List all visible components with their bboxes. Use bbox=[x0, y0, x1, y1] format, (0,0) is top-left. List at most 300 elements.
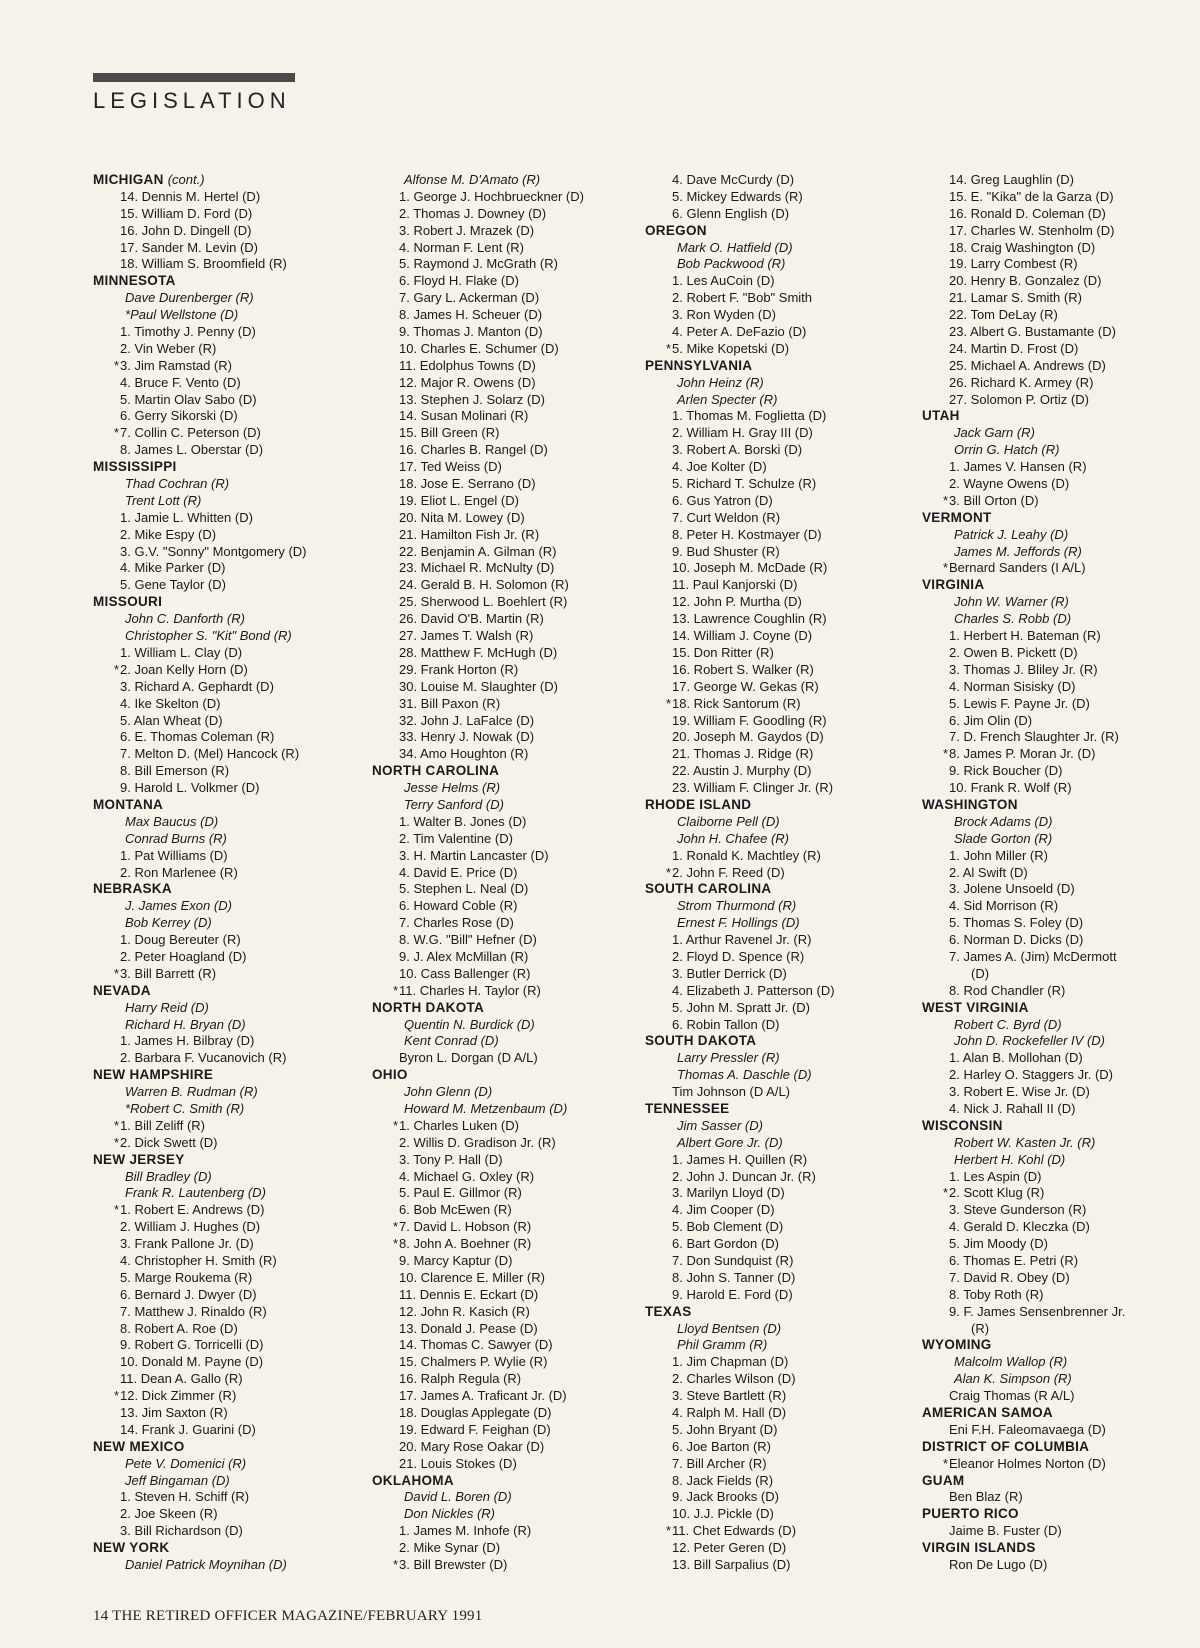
representative-entry bbox=[645, 1473, 925, 1490]
state-heading bbox=[93, 594, 373, 611]
state-name: VIRGIN ISLANDS bbox=[922, 1540, 1036, 1556]
state-name: TENNESSEE bbox=[645, 1100, 730, 1116]
representative-entry bbox=[922, 1422, 1200, 1439]
roster-column-1 bbox=[93, 172, 373, 1574]
representative-entry bbox=[93, 932, 373, 949]
representative-entry bbox=[93, 1253, 373, 1270]
member-name: 5. Bob Clement (D) bbox=[672, 1219, 784, 1235]
senator-entry bbox=[645, 392, 925, 409]
representative-entry bbox=[93, 1405, 373, 1422]
representative-entry bbox=[372, 611, 652, 628]
representative-entry bbox=[645, 848, 925, 865]
member-name: 3. H. Martin Lancaster (D) bbox=[399, 847, 549, 863]
member-name: 2. Wayne Owens (D) bbox=[949, 476, 1070, 492]
member-name: J. James Exon (D) bbox=[125, 898, 232, 914]
representative-entry bbox=[93, 1388, 373, 1405]
member-name: Lloyd Bentsen (D) bbox=[677, 1320, 782, 1336]
senator-entry bbox=[922, 611, 1200, 628]
member-name: 17. Sander M. Levin (D) bbox=[120, 239, 259, 255]
member-name: 6. E. Thomas Coleman (R) bbox=[120, 729, 275, 745]
member-name: 1. Walter B. Jones (D) bbox=[399, 813, 527, 829]
senator-entry bbox=[93, 1000, 373, 1017]
member-name: 14. Dennis M. Hertel (D) bbox=[120, 188, 261, 204]
new-member-mark: * bbox=[114, 965, 120, 981]
member-name: 10. Clarence E. Miller (R) bbox=[399, 1269, 545, 1285]
member-name: 2. William J. Hughes (D) bbox=[120, 1219, 261, 1235]
representative-entry bbox=[922, 1185, 1200, 1202]
member-name: Paul Wellstone (D) bbox=[130, 307, 239, 323]
representative-entry bbox=[372, 1118, 652, 1135]
representative-entry bbox=[645, 1185, 925, 1202]
member-name: 25. Sherwood L. Boehlert (R) bbox=[399, 594, 568, 610]
senator-entry bbox=[372, 1506, 652, 1523]
representative-entry bbox=[645, 1017, 925, 1034]
member-name: 11. Edolphus Towns (D) bbox=[399, 357, 536, 373]
representative-entry bbox=[93, 763, 373, 780]
representative-entry bbox=[645, 1422, 925, 1439]
member-name: Daniel Patrick Moynihan (D) bbox=[125, 1557, 287, 1573]
representative-entry bbox=[93, 1202, 373, 1219]
member-name: Albert Gore Jr. (D) bbox=[677, 1134, 783, 1150]
senator-entry bbox=[372, 1489, 652, 1506]
representative-entry bbox=[922, 966, 1200, 983]
member-name: 8. Jack Fields (R) bbox=[672, 1472, 774, 1488]
member-name: 7. Matthew J. Rinaldo (R) bbox=[120, 1303, 267, 1319]
representative-entry bbox=[645, 713, 925, 730]
roster-column-3 bbox=[645, 172, 925, 1574]
representative-entry bbox=[645, 527, 925, 544]
member-name: 15. Bill Green (R) bbox=[399, 425, 500, 441]
member-name: Herbert H. Kohl (D) bbox=[954, 1151, 1066, 1167]
representative-entry bbox=[372, 831, 652, 848]
representative-entry bbox=[372, 1202, 652, 1219]
member-name: 24. Martin D. Frost (D) bbox=[949, 340, 1079, 356]
representative-entry bbox=[372, 1405, 652, 1422]
state-name: WASHINGTON bbox=[922, 796, 1018, 812]
member-name: 3. Jolene Unsoeld (D) bbox=[949, 881, 1075, 897]
representative-entry bbox=[645, 1287, 925, 1304]
representative-entry bbox=[93, 949, 373, 966]
representative-entry bbox=[372, 189, 652, 206]
state-name: SOUTH DAKOTA bbox=[645, 1033, 757, 1049]
representative-entry bbox=[922, 358, 1200, 375]
member-name: 16. Ronald D. Coleman (D) bbox=[949, 205, 1106, 221]
member-name: 1. Steven H. Schiff (R) bbox=[120, 1489, 250, 1505]
member-name: Jack Garn (R) bbox=[954, 425, 1035, 441]
representative-entry bbox=[645, 560, 925, 577]
member-name: 7. Collin C. Peterson (D) bbox=[120, 425, 261, 441]
member-name: 4. Ike Skelton (D) bbox=[120, 695, 221, 711]
member-name: Howard M. Metzenbaum (D) bbox=[404, 1100, 568, 1116]
state-heading bbox=[93, 1439, 373, 1456]
representative-entry bbox=[372, 594, 652, 611]
representative-entry bbox=[93, 223, 373, 240]
member-name: 14. Greg Laughlin (D) bbox=[949, 172, 1075, 187]
member-name: 3. Tony P. Hall (D) bbox=[399, 1151, 503, 1167]
representative-entry bbox=[372, 1456, 652, 1473]
member-name: 14. Frank J. Guarini (D) bbox=[120, 1421, 256, 1437]
state-name: SOUTH CAROLINA bbox=[645, 881, 772, 897]
member-name: 32. John J. LaFalce (D) bbox=[399, 712, 535, 728]
representative-entry bbox=[372, 983, 652, 1000]
senator-entry bbox=[93, 1169, 373, 1186]
representative-entry bbox=[372, 510, 652, 527]
representative-entry bbox=[645, 1000, 925, 1017]
new-member-mark: * bbox=[943, 1455, 949, 1471]
member-name: Warren B. Rudman (R) bbox=[125, 1084, 258, 1100]
page-footer: 14 THE RETIRED OFFICER MAGAZINE/FEBRUARY 1991 bbox=[93, 1608, 483, 1624]
member-name: Orrin G. Hatch (R) bbox=[954, 442, 1060, 458]
representative-entry bbox=[372, 628, 652, 645]
member-name: Trent Lott (R) bbox=[125, 492, 202, 508]
member-name: 5. Mickey Edwards (R) bbox=[672, 188, 803, 204]
representative-entry bbox=[93, 1523, 373, 1540]
member-name: 1. Pat Williams (D) bbox=[120, 847, 228, 863]
state-name: RHODE ISLAND bbox=[645, 796, 752, 812]
representative-entry bbox=[372, 1050, 652, 1067]
representative-entry bbox=[645, 1456, 925, 1473]
state-heading bbox=[645, 358, 925, 375]
state-heading bbox=[372, 763, 652, 780]
member-name: 17. Ted Weiss (D) bbox=[399, 459, 502, 475]
member-name: 6. Bart Gordon (D) bbox=[672, 1236, 779, 1252]
state-heading bbox=[93, 273, 373, 290]
state-name: MISSISSIPPI bbox=[93, 459, 177, 475]
representative-entry bbox=[645, 273, 925, 290]
member-name: James M. Jeffords (R) bbox=[954, 543, 1082, 559]
member-name: 1. Jim Chapman (D) bbox=[672, 1354, 789, 1370]
representative-entry bbox=[372, 1304, 652, 1321]
member-name: 23. Michael R. McNulty (D) bbox=[399, 560, 555, 576]
representative-entry bbox=[645, 206, 925, 223]
senator-entry bbox=[93, 476, 373, 493]
senator-entry bbox=[93, 493, 373, 510]
representative-entry bbox=[922, 392, 1200, 409]
member-name: 2. Owen B. Pickett (D) bbox=[949, 644, 1078, 660]
roster-column-4 bbox=[922, 172, 1200, 1574]
member-name: 5. Jim Moody (D) bbox=[949, 1236, 1048, 1252]
member-name: (D) bbox=[971, 965, 990, 981]
representative-entry bbox=[922, 307, 1200, 324]
new-member-mark: * bbox=[943, 746, 949, 762]
member-name: Thad Cochran (R) bbox=[125, 476, 230, 492]
member-name: Patrick J. Leahy (D) bbox=[954, 526, 1069, 542]
representative-entry bbox=[645, 1523, 925, 1540]
member-name: Ernest F. Hollings (D) bbox=[677, 915, 800, 931]
member-name: 2. Harley O. Staggers Jr. (D) bbox=[949, 1067, 1113, 1083]
representative-entry bbox=[372, 932, 652, 949]
representative-entry bbox=[922, 290, 1200, 307]
new-member-mark: * bbox=[666, 864, 672, 880]
member-name: 14. Susan Molinari (R) bbox=[399, 408, 529, 424]
member-name: 2. John F. Reed (D) bbox=[672, 864, 785, 880]
member-name: Brock Adams (D) bbox=[954, 813, 1053, 829]
representative-entry bbox=[372, 1321, 652, 1338]
member-name: 15. Don Ritter (R) bbox=[672, 644, 774, 660]
representative-entry bbox=[922, 881, 1200, 898]
representative-entry bbox=[645, 611, 925, 628]
representative-entry bbox=[645, 1506, 925, 1523]
representative-entry bbox=[922, 1287, 1200, 1304]
state-heading bbox=[922, 510, 1200, 527]
state-name: PUERTO RICO bbox=[922, 1506, 1019, 1522]
senator-entry bbox=[93, 814, 373, 831]
state-heading bbox=[645, 881, 925, 898]
member-name: 1. James V. Hansen (R) bbox=[949, 459, 1087, 475]
representative-entry bbox=[372, 223, 652, 240]
representative-entry bbox=[645, 932, 925, 949]
member-name: 6. Gus Yatron (D) bbox=[672, 492, 773, 508]
representative-entry bbox=[645, 493, 925, 510]
state-heading bbox=[922, 1473, 1200, 1490]
member-name: 18. Jose E. Serrano (D) bbox=[399, 476, 536, 492]
representative-entry bbox=[93, 1337, 373, 1354]
member-name: 6. Gerry Sikorski (D) bbox=[120, 408, 238, 424]
member-name: 10. Joseph M. McDade (R) bbox=[672, 560, 828, 576]
member-name: 4. Mike Parker (D) bbox=[120, 560, 226, 576]
state-name: NEW JERSEY bbox=[93, 1151, 185, 1167]
member-name: 15. Chalmers P. Wylie (R) bbox=[399, 1354, 548, 1370]
member-name: 10. J.J. Pickle (D) bbox=[672, 1506, 774, 1522]
representative-entry bbox=[645, 662, 925, 679]
member-name: 11. Charles H. Taylor (R) bbox=[399, 982, 541, 998]
senator-entry bbox=[645, 1321, 925, 1338]
senator-entry bbox=[922, 831, 1200, 848]
member-name: Max Baucus (D) bbox=[125, 813, 219, 829]
representative-entry bbox=[645, 1354, 925, 1371]
member-name: 9. Harold L. Volkmer (D) bbox=[120, 780, 260, 796]
member-name: 3. Bill Barrett (R) bbox=[120, 965, 217, 981]
representative-entry bbox=[93, 1506, 373, 1523]
senator-entry bbox=[372, 172, 652, 189]
representative-entry bbox=[922, 729, 1200, 746]
member-name: Robert W. Kasten Jr. (R) bbox=[954, 1134, 1096, 1150]
member-name: 3. Butler Derrick (D) bbox=[672, 965, 787, 981]
senator-entry bbox=[93, 307, 373, 324]
member-name: 10. Charles E. Schumer (D) bbox=[399, 340, 559, 356]
state-name: WYOMING bbox=[922, 1337, 992, 1353]
member-name: 5. John Bryant (D) bbox=[672, 1421, 778, 1437]
representative-entry bbox=[922, 865, 1200, 882]
member-name: 8. James L. Oberstar (D) bbox=[120, 442, 264, 458]
member-name: 13. Stephen J. Solarz (D) bbox=[399, 391, 545, 407]
member-name: 3. Jim Ramstad (R) bbox=[120, 357, 232, 373]
member-name: 7. Bill Archer (R) bbox=[672, 1455, 767, 1471]
member-name: 2. Tim Valentine (D) bbox=[399, 830, 513, 846]
representative-entry bbox=[645, 1371, 925, 1388]
member-name: 25. Michael A. Andrews (D) bbox=[949, 357, 1106, 373]
member-name: 8. Toby Roth (R) bbox=[949, 1286, 1044, 1302]
new-member-mark: * bbox=[114, 661, 120, 677]
member-name: John D. Rockefeller IV (D) bbox=[954, 1033, 1105, 1049]
senator-entry bbox=[372, 780, 652, 797]
member-name: 9. Rick Boucher (D) bbox=[949, 763, 1063, 779]
member-name: 31. Bill Paxon (R) bbox=[399, 695, 501, 711]
member-name: 4. Sid Morrison (R) bbox=[949, 898, 1059, 914]
member-name: 5. Thomas S. Foley (D) bbox=[949, 915, 1084, 931]
representative-entry bbox=[645, 983, 925, 1000]
representative-entry bbox=[922, 560, 1200, 577]
member-name: 3. Bill Richardson (D) bbox=[120, 1523, 243, 1539]
state-name: PENNSYLVANIA bbox=[645, 357, 753, 373]
senator-entry bbox=[645, 898, 925, 915]
representative-entry bbox=[93, 696, 373, 713]
representative-entry bbox=[372, 577, 652, 594]
representative-entry bbox=[93, 560, 373, 577]
member-name: 1. James H. Quillen (R) bbox=[672, 1151, 808, 1167]
member-name: 8. John S. Tanner (D) bbox=[672, 1269, 796, 1285]
representative-entry bbox=[93, 1050, 373, 1067]
representative-entry bbox=[922, 1456, 1200, 1473]
member-name: 34. Amo Houghton (R) bbox=[399, 746, 529, 762]
representative-entry bbox=[922, 1050, 1200, 1067]
member-name: 17. James A. Traficant Jr. (D) bbox=[399, 1388, 567, 1404]
member-name: 23. William F. Clinger Jr. (R) bbox=[672, 780, 834, 796]
representative-entry bbox=[645, 966, 925, 983]
new-member-mark: * bbox=[666, 1523, 672, 1539]
representative-entry bbox=[922, 1236, 1200, 1253]
member-name: 6. Norman D. Dicks (D) bbox=[949, 932, 1084, 948]
member-name: 29. Frank Horton (R) bbox=[399, 661, 519, 677]
continued-note: (cont.) bbox=[167, 172, 205, 187]
state-heading bbox=[922, 1439, 1200, 1456]
member-name: Dave Durenberger (R) bbox=[125, 290, 254, 306]
member-name: 5. Paul E. Gillmor (R) bbox=[399, 1185, 522, 1201]
representative-entry bbox=[922, 662, 1200, 679]
member-name: 9. Thomas J. Manton (D) bbox=[399, 324, 543, 340]
member-name: 2. Joe Skeen (R) bbox=[120, 1506, 218, 1522]
state-name: TEXAS bbox=[645, 1303, 692, 1319]
representative-entry bbox=[645, 425, 925, 442]
representative-entry bbox=[372, 341, 652, 358]
representative-entry bbox=[645, 729, 925, 746]
member-name: 1. William L. Clay (D) bbox=[120, 644, 243, 660]
member-name: Bob Packwood (R) bbox=[677, 256, 786, 272]
state-heading bbox=[93, 172, 373, 189]
member-name: Ben Blaz (R) bbox=[949, 1489, 1023, 1505]
member-name: 3. Marilyn Lloyd (D) bbox=[672, 1185, 785, 1201]
member-name: Eleanor Holmes Norton (D) bbox=[949, 1455, 1106, 1471]
new-member-mark: * bbox=[393, 1117, 399, 1133]
member-name: 5. Martin Olav Sabo (D) bbox=[120, 391, 257, 407]
member-name: 4. Christopher H. Smith (R) bbox=[120, 1253, 277, 1268]
representative-entry bbox=[645, 476, 925, 493]
member-name: 17. Charles W. Stenholm (D) bbox=[949, 222, 1115, 238]
member-name: 6. Glenn English (D) bbox=[672, 205, 790, 221]
member-name: 1. Les AuCoin (D) bbox=[672, 273, 775, 289]
state-heading bbox=[922, 1118, 1200, 1135]
member-name: 1. Ronald K. Machtley (R) bbox=[672, 847, 821, 863]
new-member-mark: * bbox=[393, 1557, 399, 1573]
state-heading bbox=[372, 1000, 652, 1017]
representative-entry bbox=[922, 1557, 1200, 1574]
representative-entry bbox=[372, 206, 652, 223]
representative-entry bbox=[93, 510, 373, 527]
member-name: 12. John R. Kasich (R) bbox=[399, 1303, 530, 1319]
member-name: 13. Jim Saxton (R) bbox=[120, 1405, 228, 1421]
state-heading bbox=[93, 1067, 373, 1084]
member-name: Jim Sasser (D) bbox=[677, 1117, 763, 1133]
representative-entry bbox=[93, 425, 373, 442]
new-member-mark: * bbox=[666, 695, 672, 711]
member-name: 22. Benjamin A. Gilman (R) bbox=[399, 543, 557, 559]
representative-entry bbox=[922, 848, 1200, 865]
new-member-mark: * bbox=[114, 357, 120, 373]
member-name: 12. Dick Zimmer (R) bbox=[120, 1388, 237, 1404]
state-heading bbox=[93, 983, 373, 1000]
member-name: Bernard Sanders (I A/L) bbox=[949, 560, 1086, 576]
member-name: 3. Richard A. Gephardt (D) bbox=[120, 678, 274, 694]
new-member-mark: * bbox=[943, 560, 949, 576]
member-name: 9. Marcy Kaptur (D) bbox=[399, 1253, 513, 1268]
member-name: 16. John D. Dingell (D) bbox=[120, 222, 252, 238]
state-name: OKLAHOMA bbox=[372, 1472, 454, 1488]
representative-entry bbox=[922, 189, 1200, 206]
state-heading bbox=[645, 223, 925, 240]
member-name: 7. Charles Rose (D) bbox=[399, 915, 514, 931]
member-name: 5. Lewis F. Payne Jr. (D) bbox=[949, 695, 1090, 711]
representative-entry bbox=[922, 1084, 1200, 1101]
representative-entry bbox=[645, 324, 925, 341]
state-name: MISSOURI bbox=[93, 594, 163, 610]
member-name: 2. Robert F. "Bob" Smith bbox=[672, 290, 813, 306]
representative-entry bbox=[645, 577, 925, 594]
state-heading bbox=[93, 1540, 373, 1557]
member-name: 19. Edward F. Feighan (D) bbox=[399, 1421, 551, 1437]
senator-entry bbox=[93, 1017, 373, 1034]
representative-entry bbox=[922, 1253, 1200, 1270]
representative-entry bbox=[645, 459, 925, 476]
state-heading bbox=[372, 1473, 652, 1490]
member-name: 1. Timothy J. Penny (D) bbox=[120, 324, 256, 340]
member-name: Craig Thomas (R A/L) bbox=[949, 1388, 1075, 1404]
representative-entry bbox=[93, 679, 373, 696]
member-name: Richard H. Bryan (D) bbox=[125, 1016, 246, 1032]
member-name: 4. David E. Price (D) bbox=[399, 864, 518, 880]
member-name: 2. John J. Duncan Jr. (R) bbox=[672, 1168, 816, 1184]
member-name: 1. Les Aspin (D) bbox=[949, 1168, 1042, 1184]
representative-entry bbox=[93, 527, 373, 544]
state-name: NEBRASKA bbox=[93, 881, 172, 897]
member-name: 5. Mike Kopetski (D) bbox=[672, 340, 790, 356]
member-name: Malcolm Wallop (R) bbox=[954, 1354, 1068, 1370]
member-name: 7. Don Sundquist (R) bbox=[672, 1253, 794, 1268]
senator-entry bbox=[93, 831, 373, 848]
representative-entry bbox=[645, 1084, 925, 1101]
representative-entry bbox=[372, 392, 652, 409]
member-name: Arlen Specter (R) bbox=[677, 391, 778, 407]
senator-entry bbox=[922, 594, 1200, 611]
representative-entry bbox=[645, 763, 925, 780]
senator-entry bbox=[93, 1185, 373, 1202]
state-name: OREGON bbox=[645, 222, 707, 238]
representative-entry bbox=[922, 375, 1200, 392]
representative-entry bbox=[372, 746, 652, 763]
member-name: 13. Bill Sarpalius (D) bbox=[672, 1557, 791, 1573]
member-name: 4. Norman Sisisky (D) bbox=[949, 678, 1076, 694]
member-name: Ron De Lugo (D) bbox=[949, 1557, 1048, 1573]
representative-entry bbox=[93, 392, 373, 409]
representative-entry bbox=[645, 189, 925, 206]
representative-entry bbox=[645, 780, 925, 797]
member-name: 21. Louis Stokes (D) bbox=[399, 1455, 517, 1471]
member-name: Robert C. Byrd (D) bbox=[954, 1016, 1062, 1032]
representative-entry bbox=[93, 645, 373, 662]
representative-entry bbox=[93, 442, 373, 459]
member-name: 4. Peter A. DeFazio (D) bbox=[672, 324, 807, 340]
member-name: 6. Floyd H. Flake (D) bbox=[399, 273, 519, 289]
member-name: 8. Robert A. Roe (D) bbox=[120, 1320, 238, 1336]
